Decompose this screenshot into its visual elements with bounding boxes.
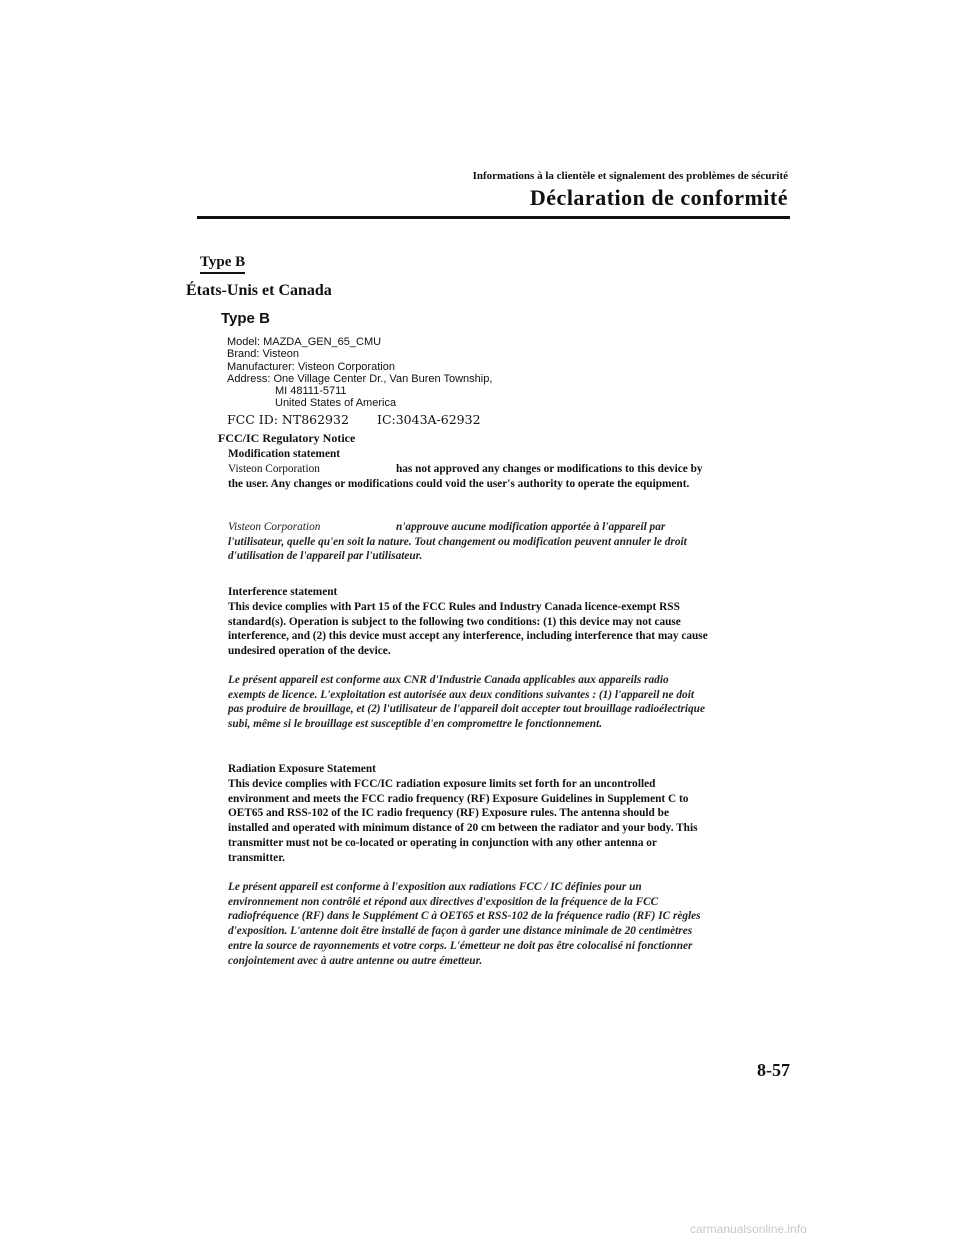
header-rule xyxy=(197,216,790,219)
label-manufacturer: Manufacturer: Visteon Corporation xyxy=(227,360,395,373)
modification-fr-text-2: l'utilisateur, quelle qu'en soit la nature. Tout changement ou modification peuvent annuler le droit d'utilisation de l'appareil par l'utilisateur. xyxy=(228,535,687,563)
modification-en xyxy=(228,462,708,491)
modification-en-text-1: has not approved any changes or modifications to this xyxy=(396,463,655,475)
label-address-line-3: United States of America xyxy=(275,397,397,410)
fcc-id: FCC ID: NT862932 xyxy=(227,412,349,427)
section-subtitle: Informations à la clientèle et signalement des problèmes de sécurité xyxy=(472,170,788,182)
modification-en-text-2: device by the user. Any changes or modifications could void the user's authority to operate the equipment. xyxy=(228,463,703,490)
label-type-title: Type B xyxy=(221,310,270,327)
label-address: Address: One Village Center Dr., Van Buren Township, xyxy=(227,372,493,385)
modification-fr-company: Visteon Corporation xyxy=(228,521,321,533)
interference-fr: Le présent appareil est conforme aux CNR d'Industrie Canada applicables aux appareils radio exempts de licence. L'exploitation est autorisée aux deux conditions suivantes : (1) l'appareil ne doit pas produire de brouillage, et (2) l'utilisateur de l'appareil doit accepter tout brouillage radioélectrique subi, même si le brouillage est susceptible d'en compromettre le fonctionnement. xyxy=(228,674,705,731)
radiation-en: This device complies with FCC/IC radiation exposure limits set forth for an uncontrolled environment and meets the FCC radio frequency (RF) Exposure Guidelines in Supplement C to OET65 and RSS-102 of the IC radio frequency (RF) Exposure rules. The antenna should be installed and operated with minimum distance of 20 cm between the radiator and your body. This transmitter must not be co-located or operating in conjunction with any other antenna or transmitter. xyxy=(228,778,698,864)
label-brand: Brand: Visteon xyxy=(227,348,299,361)
radiation-heading: Radiation Exposure Statement xyxy=(228,763,376,775)
modification-en-company: Visteon Corporation xyxy=(228,463,320,475)
page-number: 8-57 xyxy=(757,1060,790,1080)
label-address-line-2: MI 48111-5711 xyxy=(275,385,347,398)
interference-heading: Interference statement xyxy=(228,586,338,598)
radiation-fr: Le présent appareil est conforme à l'exposition aux radiations FCC / IC définies pour un environnement non contrôlé et répond aux directives d'exposition de la fréquence de la FCC radiofréquence (RF) dans le Supplément C à OET65 et RSS-102 de la fréquence radio (RF) IC règles d'exposition. L'antenne doit être installé de façon à garder une distance minimale de 20 centimètres entre la source de rayonnements et votre corps. L'émetteur ne doit pas être colocalisé ni fonctionner conjointement avec à autre antenne ou autre émetteur. xyxy=(228,881,701,967)
footer-watermark: carmanualsonline.info xyxy=(690,1222,807,1236)
page-title: Déclaration de conformité xyxy=(529,185,788,210)
region-heading: États-Unis et Canada xyxy=(186,282,332,299)
interference-en: This device complies with Part 15 of the FCC Rules and Industry Canada licence-exempt RSS standard(s). Operation is subject to the following two conditions: (1) this device may not cause interference, and (2) this device must accept any interference, including interference that may cause undesired operation of the device. xyxy=(228,601,708,658)
device-label xyxy=(227,336,492,410)
notice-title: FCC/IC Regulatory Notice xyxy=(218,431,356,445)
regulatory-ids xyxy=(227,412,481,427)
type-heading: Type B xyxy=(200,254,245,274)
modification-heading: Modification statement xyxy=(228,448,341,460)
modification-fr xyxy=(228,520,708,564)
modification-fr-text-1: n'approuve aucune modification apportée à l'appareil par xyxy=(396,521,666,533)
ic-id: IC:3043A-62932 xyxy=(377,412,481,427)
label-model: Model: MAZDA_GEN_65_CMU xyxy=(227,336,382,348)
